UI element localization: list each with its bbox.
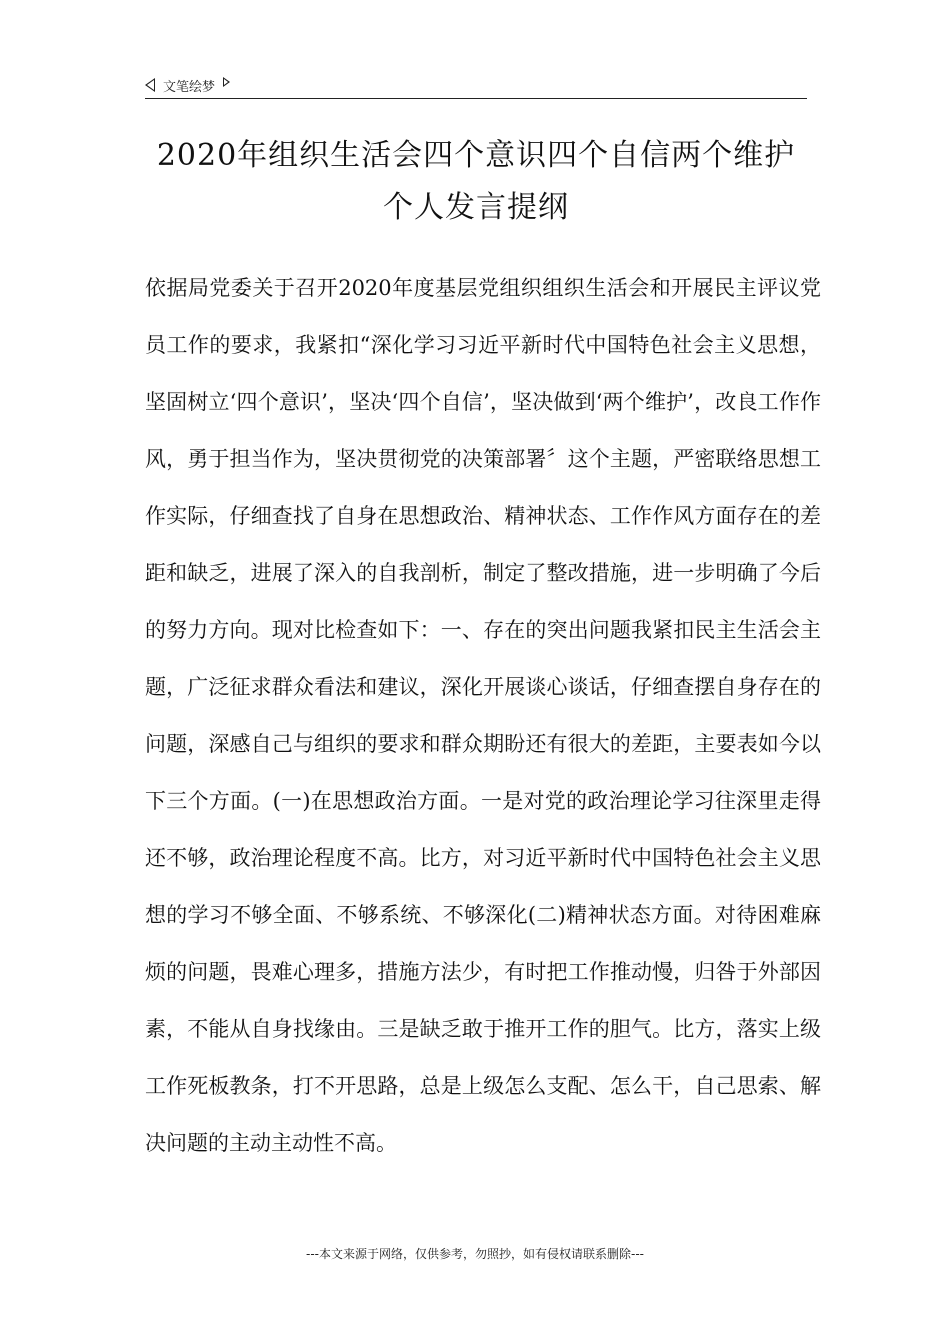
triangle-right-icon <box>223 77 230 87</box>
document-body: 依据局党委关于召开2020年度基层党组织组织生活会和开展民主评议党员工作的要求，我紧扣“深化学习习近平新时代中国特色社会主义思想，坚固树立‘四个意识’，坚决‘四个自信’，坚决做到‘两个维护’，改良工作作风，勇于担当作为，坚决贯彻党的决策部署〞这个主题，严密联络思想工作实际，仔细查找了自身在思想政治、精神状态、工作作风方面存在的差距和缺乏，进展了深入的自我剖析，制定了整改措施，进一步明确了今后的努力方向。现对比检查如下：一、存在的突出问题我紧扣民主生活会主题，广泛征求群众看法和建议，深化开展谈心谈话，仔细查摆自身存在的问题，深感自己与组织的要求和群众期盼还有很大的差距，主要表如今以下三个方面。(一)在思想政治方面。一是对党的政治理论学习往深里走得还不够，政治理论程度不高。比方，对习近平新时代中国特色社会主义思想的学习不够全面、不够系统、不够深化(二)精神状态方面。对待困难麻烦的问题，畏难心理多，措施方法少，有时把工作推动慢，归咎于外部因素，不能从自身找缘由。三是缺乏敢于推开工作的胆气。比方，落实上级工作死板教条，打不开思路，总是上级怎么支配、怎么干，自己思索、解决问题的主动主动性不高。 <box>145 276 821 1155</box>
document-title: 2020年组织生活会四个意识四个自信两个维护个人发言提纲 <box>156 138 796 225</box>
triangle-left-icon <box>145 78 155 92</box>
brand-label: 文笔绘梦 <box>163 79 216 95</box>
page-header <box>145 72 807 99</box>
footer-disclaimer: ---本文来源于网络，仅供参考，勿照抄，如有侵权请联系删除--- <box>306 1247 644 1261</box>
